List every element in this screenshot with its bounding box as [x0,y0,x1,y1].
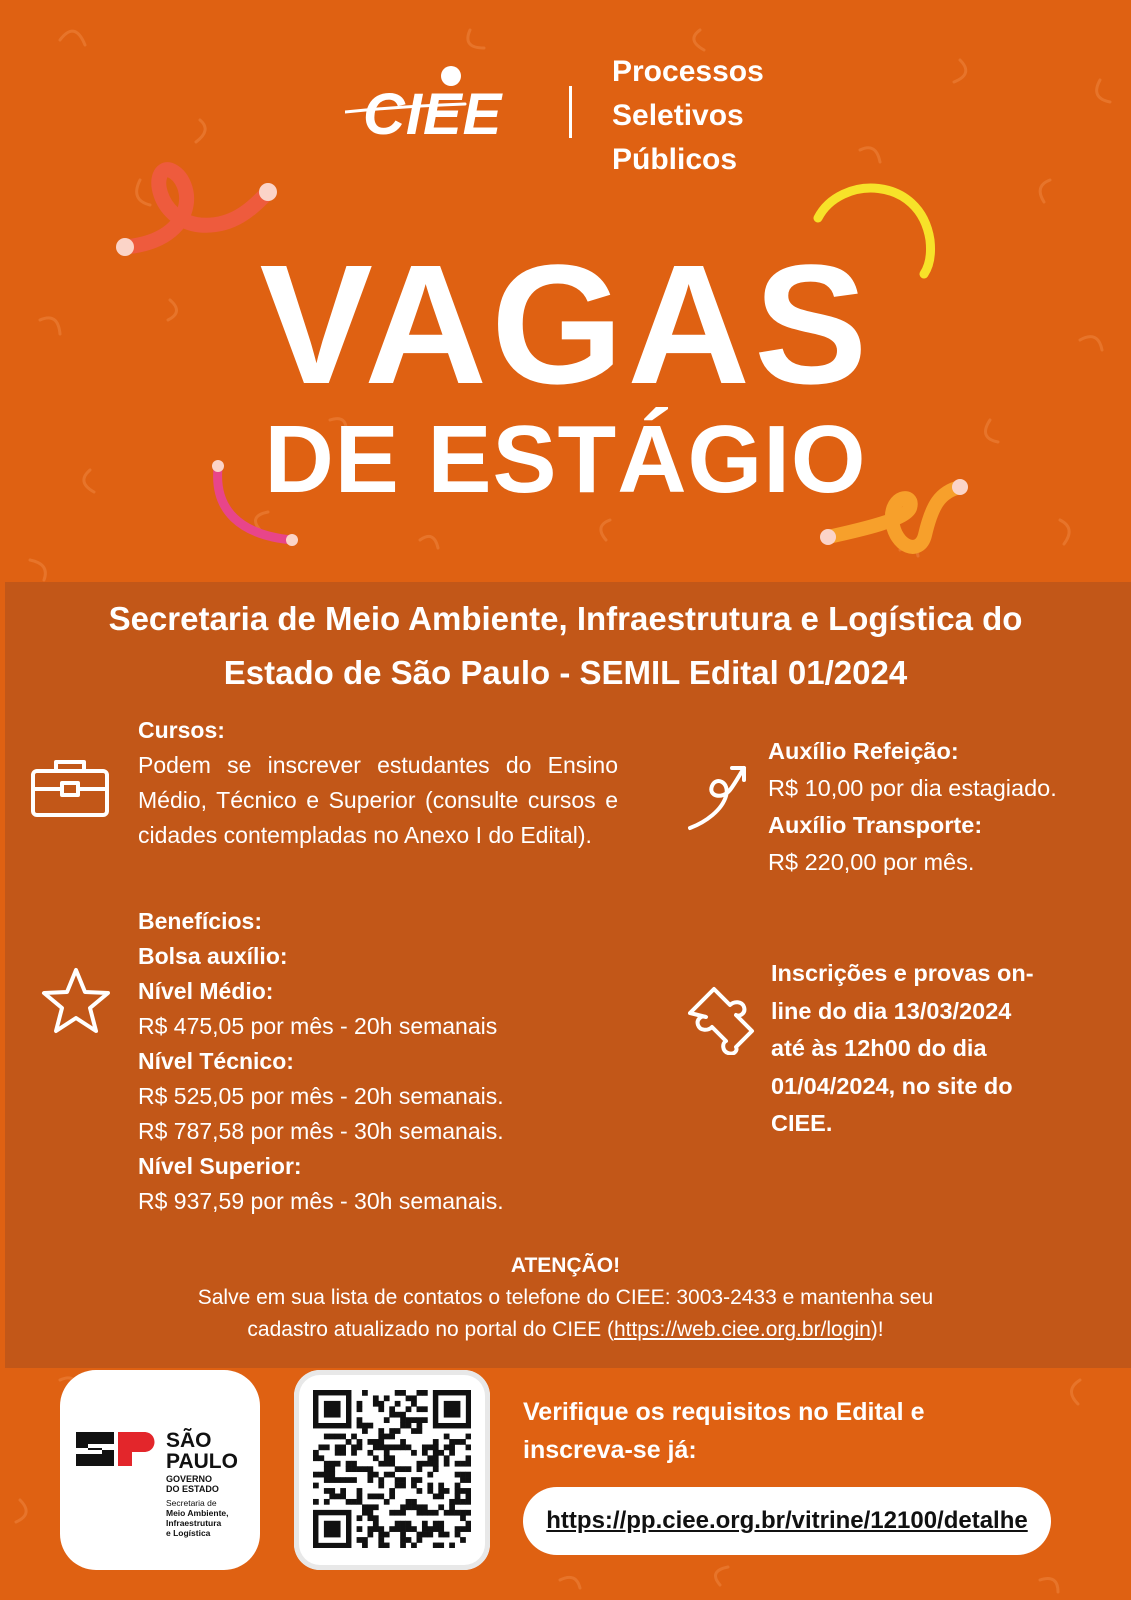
beneficios-section [138,904,638,1219]
verifique-text [523,1393,1083,1469]
sp-logo-mark [74,1428,160,1473]
auxilios-section [768,733,1118,881]
tecnico-value-2: R$ 787,58 por mês - 30h semanais. [138,1118,504,1144]
growth-arrow-icon [686,762,752,832]
atencao-section [0,1250,1131,1346]
sp-sec-line-1: Meio Ambiente, [166,1508,229,1518]
briefcase-icon [30,757,110,819]
star-icon [40,966,112,1036]
tecnico-value-1: R$ 525,05 por mês - 20h semanais. [138,1083,504,1109]
tagline-line-2: Seletivos [612,99,744,132]
ciee-login-link[interactable]: https://web.ciee.org.br/login [613,1318,871,1341]
verifique-line-1: Verifique os requisitos no Edital e [523,1398,925,1426]
transporte-value: R$ 220,00 por mês. [768,849,975,875]
atencao-line-2-pre: cadastro atualizado no portal do CIEE ( [247,1318,614,1341]
transporte-label: Auxílio Transporte: [768,812,983,838]
superior-label: Nível Superior: [138,1153,302,1179]
sp-logo-gov [166,1474,256,1494]
sp-logo-secretaria [166,1498,258,1538]
atencao-line-2 [0,1314,1131,1346]
atencao-heading: ATENÇÃO! [510,1254,621,1277]
cursos-heading: Cursos: [138,717,225,743]
edital-url-link[interactable]: https://pp.ciee.org.br/vitrine/12100/detalhe [523,1487,1051,1555]
sp-sec-small: Secretaria de [166,1498,217,1508]
sp-name-line-2: PAULO [166,1450,238,1473]
inscricoes-line-4: 01/04/2024, no site do [771,1072,1013,1099]
title-sub: DE ESTÁGIO [264,406,867,513]
sp-gov-line-1: GOVERNO [166,1474,213,1484]
panel-title-line-2: Estado de São Paulo - SEMIL Edital 01/2024 [223,654,908,691]
inscricoes-line-5: CIEE. [771,1110,833,1136]
ciee-logo [345,62,535,142]
inscricoes-line-3: até às 12h00 do dia [771,1035,987,1061]
tagline-line-1: Processos [612,55,764,88]
sp-logo-name [166,1430,256,1472]
tecnico-label: Nível Técnico: [138,1048,294,1074]
panel-title-line-1: Secretaria de Meio Ambiente, Infraestrutura e Logística do [108,600,1023,637]
logo-divider [569,86,572,138]
bolsa-label: Bolsa auxílio: [138,943,288,969]
title-main: VAGAS [259,230,872,420]
puzzle-icon [686,985,756,1055]
panel-title [0,592,1131,700]
inscricoes-section [771,955,1071,1143]
sp-sec-line-3: e Logística [166,1528,211,1538]
atencao-line-2-post: )! [870,1318,884,1341]
ciee-logo-text: CIEE [363,82,503,142]
header-tagline [612,50,812,182]
medio-label: Nível Médio: [138,978,274,1004]
atencao-line-1: Salve em sua lista de contatos o telefone do CIEE: 3003-2433 e mantenha seu [197,1286,934,1309]
inscricoes-line-2: line do dia 13/03/2024 [771,997,1012,1024]
medio-value: R$ 475,05 por mês - 20h semanais [138,1013,498,1039]
cursos-text: Podem se inscrever estudantes do Ensino Médio, Técnico e Superior (consulte cursos e cidades contempladas no Anexo I do Edital). [138,752,618,848]
sp-name-line-1: SÃO [166,1429,212,1452]
refeicao-label: Auxílio Refeição: [768,738,959,764]
superior-value: R$ 937,59 por mês - 30h semanais. [138,1188,504,1214]
refeicao-value: R$ 10,00 por dia estagiado. [768,775,1057,801]
beneficios-heading: Benefícios: [138,908,262,934]
verifique-line-2: inscreva-se já: [523,1436,697,1464]
qr-code[interactable] [313,1390,471,1548]
inscricoes-line-1: Inscrições e provas on- [771,960,1034,986]
sp-gov-line-2: DO ESTADO [166,1484,219,1494]
tagline-line-3: Públicos [612,143,738,176]
cursos-section [138,713,618,853]
sp-sec-line-2: Infraestrutura [166,1518,222,1528]
